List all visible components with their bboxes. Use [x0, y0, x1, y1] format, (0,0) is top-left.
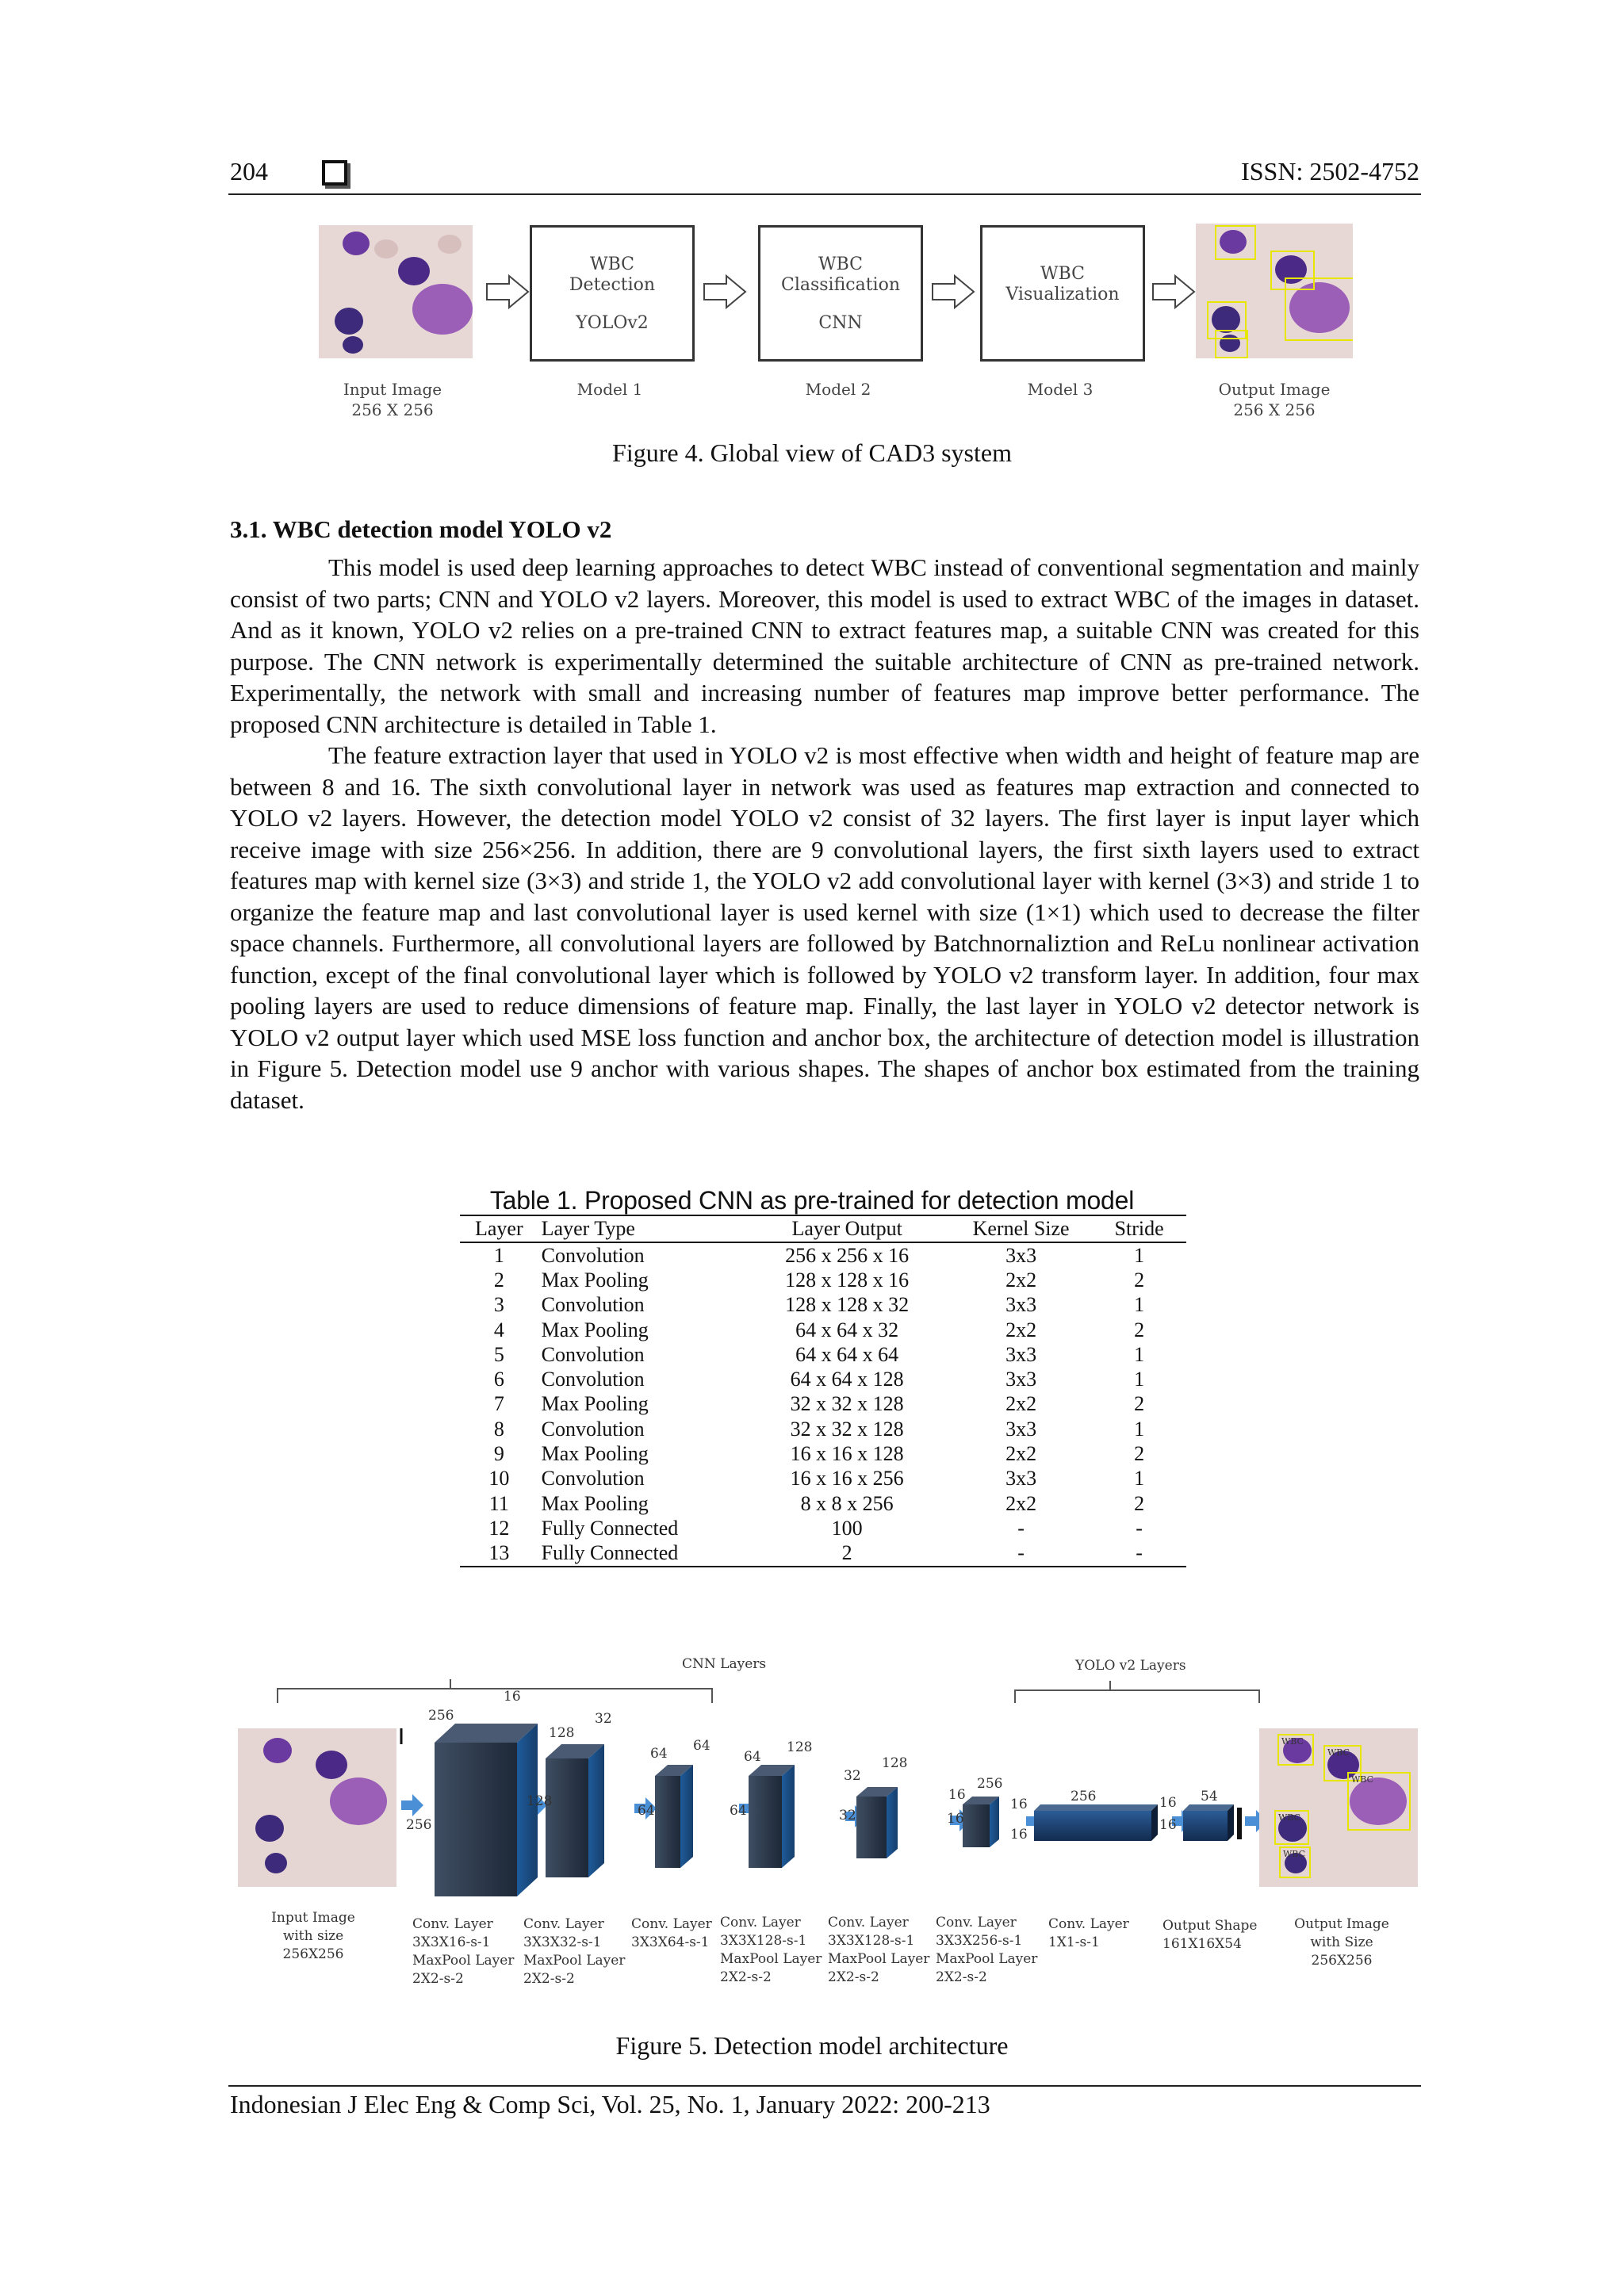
dim-label: 16: [947, 1811, 964, 1827]
table-cell: Convolution: [541, 1243, 645, 1267]
dim-label: 16: [1159, 1817, 1177, 1833]
table-cell: 1: [1134, 1467, 1145, 1490]
table-row: [460, 1268, 1186, 1292]
table-row: [460, 1293, 1186, 1318]
detection-box: [530, 225, 695, 362]
table-cell: 9: [493, 1442, 504, 1466]
table-cell: 2x2: [1005, 1318, 1037, 1341]
table-cell: Convolution: [541, 1342, 645, 1366]
conv-block-6: [963, 1797, 999, 1847]
table-cell: 1: [1134, 1368, 1145, 1391]
footer-rule: [228, 2085, 1421, 2087]
dim-label: 54: [1201, 1789, 1218, 1804]
box-line: Detection: [569, 275, 656, 295]
table-cell: 64 x 64 x 128: [790, 1368, 904, 1391]
input-image-caption: Input Image with size 256X256: [271, 1910, 355, 1962]
table-cell: 8 x 8 x 256: [800, 1491, 894, 1515]
column-header: Layer Output: [744, 1215, 950, 1242]
table-cell: 13: [460, 1541, 538, 1567]
table-cell: 16 x 16 x 128: [790, 1442, 904, 1466]
output-image-label: Output Image 256 X 256: [1218, 380, 1331, 419]
body-text: [230, 552, 1419, 1115]
table-1-caption: Table 1. Proposed CNN as pre-trained for detection model: [489, 1186, 1135, 1215]
table-row: [460, 1516, 1186, 1540]
table-cell: 3x3: [1005, 1342, 1037, 1366]
table-cell: 1: [1134, 1243, 1145, 1267]
table-row: [460, 1491, 1186, 1516]
arrow-right-icon: [703, 274, 747, 309]
table-cell: Max Pooling: [541, 1491, 649, 1515]
table-cell: 1: [493, 1243, 504, 1267]
table-cell: 256 x 256 x 16: [785, 1243, 910, 1267]
paragraph: This model is used deep learning approaches to detect WBC instead of conventional segmentation and mainly consist of two parts; CNN and YOLO v2 layers. Moreover, this model is used to extract WBC of the images in dataset. And as it known, YOLO v2 relies on a pre-trained CNN to extract features map, a suitable CNN was created for this purpose. The CNN network is experimentally determined the suitable architecture of CNN as pre-trained network. Experimentally, the network with small and increasing number of features map improve better performance. The proposed CNN architecture is detailed in Table 1.: [230, 553, 1419, 738]
table-cell: Max Pooling: [541, 1442, 649, 1466]
wbc-tag: WBC: [1283, 1849, 1306, 1859]
input-blood-smear-image: [319, 225, 473, 358]
table-row: [460, 1441, 1186, 1466]
dim-label: 256: [406, 1817, 432, 1833]
table-row: [460, 1467, 1186, 1491]
issn: ISSN: 2502-4752: [1241, 157, 1419, 186]
section-heading: 3.1. WBC detection model YOLO v2: [230, 515, 612, 543]
table-body: [460, 1242, 1186, 1567]
table-cell: 2x2: [1005, 1491, 1037, 1515]
dim-label: 32: [844, 1768, 861, 1784]
block-caption: Conv. Layer 3X3X16-s-1 MaxPool Layer 2X2-s-2: [412, 1916, 515, 1987]
table-cell: Max Pooling: [541, 1318, 649, 1341]
output-block: [1183, 1804, 1242, 1841]
table-cell: -: [1092, 1541, 1186, 1567]
box-line: WBC: [589, 254, 635, 274]
block-caption: Output Shape 161X16X54: [1162, 1918, 1258, 1952]
output-blood-smear-image: [1196, 224, 1353, 358]
wbc-tag: WBC: [1281, 1736, 1304, 1747]
table-cell: 4: [493, 1318, 504, 1341]
table-cell: 2: [1134, 1318, 1145, 1341]
table-cell: 12: [488, 1516, 510, 1540]
wbc-tag: WBC: [1327, 1747, 1350, 1758]
box-line: YOLOv2: [576, 313, 649, 333]
block-caption: Conv. Layer 1X1-s-1: [1048, 1916, 1129, 1950]
figure-5: [230, 1609, 1427, 2014]
table-cell: 1: [1134, 1417, 1145, 1441]
table-row: [460, 1367, 1186, 1391]
conv-block-7: [1034, 1804, 1158, 1841]
header-rule: [228, 193, 1421, 195]
table-header-row: [460, 1215, 1186, 1242]
arrow-right-icon: [1151, 274, 1196, 309]
table-cell: Fully Connected: [538, 1541, 745, 1567]
column-header: Stride: [1092, 1215, 1186, 1242]
table-cell: 2: [1134, 1268, 1145, 1292]
table-row: [460, 1318, 1186, 1342]
conv-block-1: [435, 1724, 538, 1896]
table-row: [460, 1392, 1186, 1417]
table-cell: Max Pooling: [541, 1268, 649, 1292]
block-caption: Conv. Layer 3X3X128-s-1 MaxPool Layer 2X2-s-2: [720, 1915, 822, 1985]
table-row: [460, 1342, 1186, 1367]
table-cell: 1: [1134, 1293, 1145, 1317]
table-cell: 32 x 32 x 128: [790, 1392, 904, 1416]
table-cell: 6: [493, 1368, 504, 1391]
dim-label: 16: [1159, 1795, 1177, 1811]
table-cell: 128 x 128 x 16: [785, 1268, 910, 1292]
table-cell: 2x2: [1005, 1392, 1037, 1416]
table-cell: 64 x 64 x 32: [795, 1318, 899, 1341]
table-cell: 2x2: [1005, 1442, 1037, 1466]
model-1-label: Model 1: [576, 380, 643, 399]
dim-label: 64: [693, 1738, 710, 1754]
table-cell: 1: [1134, 1342, 1145, 1366]
figure-4-caption: Figure 4. Global view of CAD3 system: [612, 438, 1012, 467]
dim-label: 64: [730, 1803, 747, 1819]
table-cell: 100: [831, 1516, 863, 1540]
table-cell: 8: [493, 1417, 504, 1441]
table-row: [460, 1417, 1186, 1441]
paragraph: The feature extraction layer that used in YOLO v2 is most effective when width and height of feature map are between 8 and 16. The sixth convolutional layer in network was used as features map extraction and connected to YOLO v2 layers. However, the detection model YOLO v2 consist of 32 layers. The first layer is input layer which receive image with size 256×256. In addition, there are 9 convolutional layers, the first sixth layers used to extract features map with kernel size (3×3) and stride 1, the YOLO v2 add convolutional layer with kernel (3×3) and stride 1 to organize the feature map and last convolutional layer is used kernel with size (1×1) which used to decrease the filter space channels. Furthermore, all convolutional layers are followed by Batchnornaliztion and ReLu nonlinear activation function, except of the final convolutional layer which is followed by YOLO v2 transform layer. In addition, four max pooling layers are used to reduce dimensions of feature map. Finally, the last layer in YOLO v2 detector network is YOLO v2 output layer which used MSE loss function and anchor box, the architecture of detection model is illustration in Figure 5. Detection model use 9 anchor with various shapes. The shapes of anchor box estimated from the training dataset.: [230, 741, 1419, 1114]
table-cell: 2: [493, 1268, 504, 1292]
page-footer: Indonesian J Elec Eng & Comp Sci, Vol. 25, No. 1, January 2022: 200-213: [230, 2090, 990, 2118]
table-row: [460, 1242, 1186, 1268]
table-row: [460, 1541, 1186, 1567]
model-2-label: Model 2: [805, 380, 871, 399]
visualization-box: [980, 225, 1145, 362]
table-cell: Convolution: [541, 1368, 645, 1391]
table-cell: Max Pooling: [541, 1392, 649, 1416]
dim-label: 64: [650, 1746, 668, 1762]
column-header: Kernel Size: [950, 1215, 1092, 1242]
table-cell: 7: [493, 1392, 504, 1416]
conv-block-5: [856, 1787, 898, 1858]
box-line: WBC: [818, 254, 864, 274]
wbc-tag: WBC: [1278, 1812, 1301, 1823]
checkbox-icon: [322, 160, 347, 186]
box-line: Visualization: [1005, 285, 1120, 304]
table-cell: -: [950, 1541, 1092, 1567]
table-cell: Convolution: [541, 1467, 645, 1490]
table-cell: 2: [1134, 1442, 1145, 1466]
table-cell: Fully Connected: [541, 1516, 679, 1540]
figure-4: [309, 214, 1356, 428]
arrow-right-icon: [485, 274, 530, 309]
table-cell: -: [1136, 1516, 1143, 1540]
block-caption: Conv. Layer 3X3X128-s-1 MaxPool Layer 2X2-s-2: [828, 1915, 930, 1985]
box-line: CNN: [818, 313, 863, 333]
dim-label: 128: [882, 1755, 908, 1771]
dim-label: 64: [744, 1749, 761, 1765]
table-cell: Convolution: [541, 1293, 645, 1317]
dim-label: 128: [527, 1793, 553, 1809]
table-cell: 2: [1134, 1392, 1145, 1416]
table-cell: 128 x 128 x 32: [785, 1293, 910, 1317]
input-image: [238, 1728, 396, 1887]
model-3-label: Model 3: [1027, 380, 1094, 399]
dim-label: 16: [1010, 1797, 1028, 1812]
column-header: Layer Type: [538, 1215, 745, 1242]
dim-label: 256: [977, 1776, 1003, 1792]
box-line: WBC: [1040, 264, 1086, 284]
cnn-brace: [278, 1689, 712, 1703]
block-caption: Conv. Layer 3X3X256-s-1 MaxPool Layer 2X2-s-2: [936, 1915, 1038, 1985]
dim-label: 128: [787, 1739, 813, 1755]
conv-block-4: [749, 1765, 795, 1868]
arrow-right-icon: [931, 274, 975, 309]
table-cell: 5: [493, 1342, 504, 1366]
conv-block-2: [546, 1744, 604, 1877]
page-number: 204: [230, 157, 268, 186]
conv-block-3: [655, 1765, 693, 1868]
table-cell: 64 x 64 x 64: [795, 1342, 899, 1366]
dim-label: 16: [1010, 1827, 1028, 1843]
table-cell: 3x3: [1005, 1368, 1037, 1391]
table-cell: 11: [488, 1491, 509, 1515]
dim-label: 256: [1071, 1789, 1097, 1804]
dim-label: 32: [595, 1711, 612, 1727]
table-cell: Convolution: [541, 1417, 645, 1441]
table-cell: 3x3: [1005, 1293, 1037, 1317]
table-cell: -: [1017, 1516, 1025, 1540]
dim-label: 16: [948, 1787, 966, 1803]
column-header: Layer: [460, 1215, 538, 1242]
table-cell: 16 x 16 x 256: [790, 1467, 904, 1490]
table-cell: 10: [488, 1467, 510, 1490]
yolo-brace: [1015, 1690, 1259, 1703]
dim-label: 64: [638, 1803, 655, 1819]
block-caption: Conv. Layer 3X3X32-s-1 MaxPool Layer 2X2-s-2: [523, 1916, 626, 1987]
table-cell: 2x2: [1005, 1268, 1037, 1292]
dim-label: 128: [549, 1725, 575, 1741]
cnn-layers-label: CNN Layers: [682, 1656, 767, 1672]
box-line: Classification: [780, 275, 900, 295]
block-caption: Conv. Layer 3X3X64-s-1: [631, 1916, 712, 1950]
table-cell: 3: [493, 1293, 504, 1317]
table-cell: 3x3: [1005, 1467, 1037, 1490]
classification-box: [758, 225, 923, 362]
dim-label: 256: [428, 1708, 454, 1724]
table-cell: 32 x 32 x 128: [790, 1417, 904, 1441]
output-image-caption: Output Image with Size 256X256: [1294, 1916, 1389, 1969]
input-image-label: Input Image 256 X 256: [343, 380, 442, 419]
table-cell: 2: [744, 1541, 950, 1567]
table-cell: 3x3: [1005, 1417, 1037, 1441]
wbc-tag: WBC: [1351, 1774, 1374, 1785]
table-cell: 2: [1134, 1491, 1145, 1515]
table-1: [460, 1215, 1186, 1567]
dim-label: 16: [504, 1689, 521, 1705]
table-cell: 3x3: [1005, 1243, 1037, 1267]
yolo-layers-label: YOLO v2 Layers: [1075, 1658, 1186, 1674]
dim-label: 32: [839, 1808, 856, 1823]
figure-5-caption: Figure 5. Detection model architecture: [615, 2031, 1009, 2060]
page-header: [230, 152, 1419, 192]
